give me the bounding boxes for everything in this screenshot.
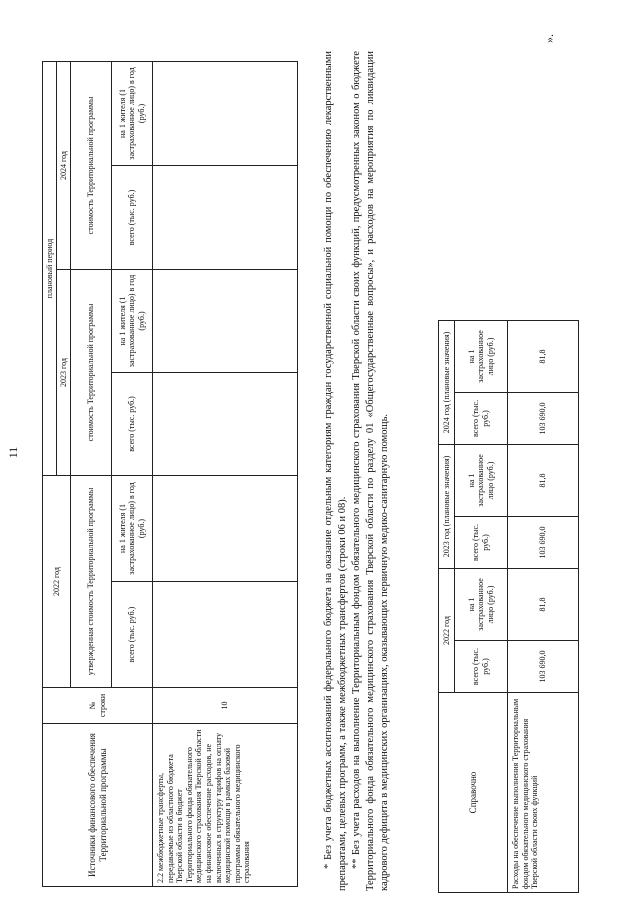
ref-value-total-2022: 103 690,0 <box>508 641 579 693</box>
row-source-label: 2.2 межбюджетные трансферты, передаваемые из областного бюджета Тверской области в бюджет Территориального фонда обязательного медицинского страхования Тверской области на финансовое обеспечение расходов, не включенных в структуру тарифов на оплату медицинской помощи в рамках базовой программы обязательного медицинского страхования <box>153 724 298 887</box>
header-2024: 2024 год <box>57 61 71 269</box>
page-number: 11 <box>6 446 20 459</box>
ref-header-2024: 2024 год (плановые значения) <box>439 320 455 444</box>
header-2022: 2022 год <box>43 475 71 687</box>
ref-header-total-2023: всего (тыс. руб.) <box>455 516 508 568</box>
header-cost-2024: стоимость Территориальной программы <box>71 61 112 269</box>
ref-value-per-capita-2023: 81,8 <box>508 444 579 516</box>
ref-header-2023: 2023 год (плановые значения) <box>439 444 455 568</box>
ref-header-total-2024: всего (тыс. руб.) <box>455 392 508 444</box>
footnote-2: ** Без учета расходов на выполнение Территориальным фондом обязательного медицинского страхования Тверской области своих функций, предусмотренных законом о бюджете Территориального фонда обязательного медицинского страхования Тверской области по разделу 01 «Общегосударственные вопросы», и расходов на мероприятия по ликвидации кадрового дефицита в медицинских организациях, оказывающих первичную медико-санитарную помощь. <box>351 51 390 891</box>
header-approved-cost: утвержденная стоимость Территориальной программы <box>71 475 112 687</box>
header-cost-2023: стоимость Территориальной программы <box>71 269 112 475</box>
ref-header-per-capita-2023: на 1 застрахованное лицо (руб.) <box>455 444 508 516</box>
value-total-2022 <box>153 582 298 688</box>
ref-value-total-2024: 103 690,0 <box>508 392 579 444</box>
header-per-capita-2022: на 1 жителя (1 застрахованное лицо) в год (руб.) <box>112 475 153 581</box>
reference-table <box>438 57 579 893</box>
header-per-capita-2023: на 1 жителя (1 застрахованное лицо) в год (руб.) <box>112 269 153 372</box>
header-reference: Справочно <box>439 693 508 893</box>
header-total-2022: всего (тыс. руб.) <box>112 582 153 688</box>
header-source: Источники финансового обеспечения Территориальной программы <box>43 724 153 887</box>
header-row-no: № строки <box>43 688 153 724</box>
ref-value-total-2023: 103 690,0 <box>508 516 579 568</box>
header-total-2023: всего (тыс. руб.) <box>112 372 153 475</box>
ref-value-per-capita-2022: 81,8 <box>508 568 579 640</box>
header-planning-period: плановый период <box>43 61 57 475</box>
header-per-capita-2024: на 1 жителя (1 застрахованное лицо) в год (руб.) <box>112 61 153 165</box>
ref-header-per-capita-2024: на 1 застрахованное лицо (руб.) <box>455 320 508 392</box>
value-total-2023 <box>153 372 298 475</box>
header-2023: 2023 год <box>57 269 71 475</box>
value-per-capita-2024 <box>153 61 298 165</box>
ref-blank <box>439 57 579 320</box>
financing-sources-table <box>42 61 298 887</box>
ref-header-2022: 2022 год <box>439 568 455 692</box>
row-number: 10 <box>153 688 298 724</box>
header-total-2024: всего (тыс. руб.) <box>112 165 153 269</box>
value-per-capita-2023 <box>153 269 298 372</box>
footnote-1: * Без учета бюджетных ассигнований федерального бюджета на оказание отдельным категориям граждан государственной социальной помощи по обеспечению лекарственными препаратами, целевых программ, а также межбюджетных трансфертов (строки 06 и 08). <box>323 51 348 891</box>
value-total-2024 <box>153 165 298 269</box>
footnotes <box>322 51 392 891</box>
ref-row-label: Расходы на обеспечение выполнения Территориальным фондом обязательного медицинского страхования Тверской области своих функций <box>508 693 579 893</box>
closing-quote-mark: ». <box>542 34 556 43</box>
ref-value-per-capita-2024: 81,8 <box>508 320 579 392</box>
ref-header-total-2022: всего (тыс. руб.) <box>455 641 508 693</box>
ref-header-per-capita-2022: на 1 застрахованное лицо (руб.) <box>455 568 508 640</box>
value-per-capita-2022 <box>153 475 298 581</box>
